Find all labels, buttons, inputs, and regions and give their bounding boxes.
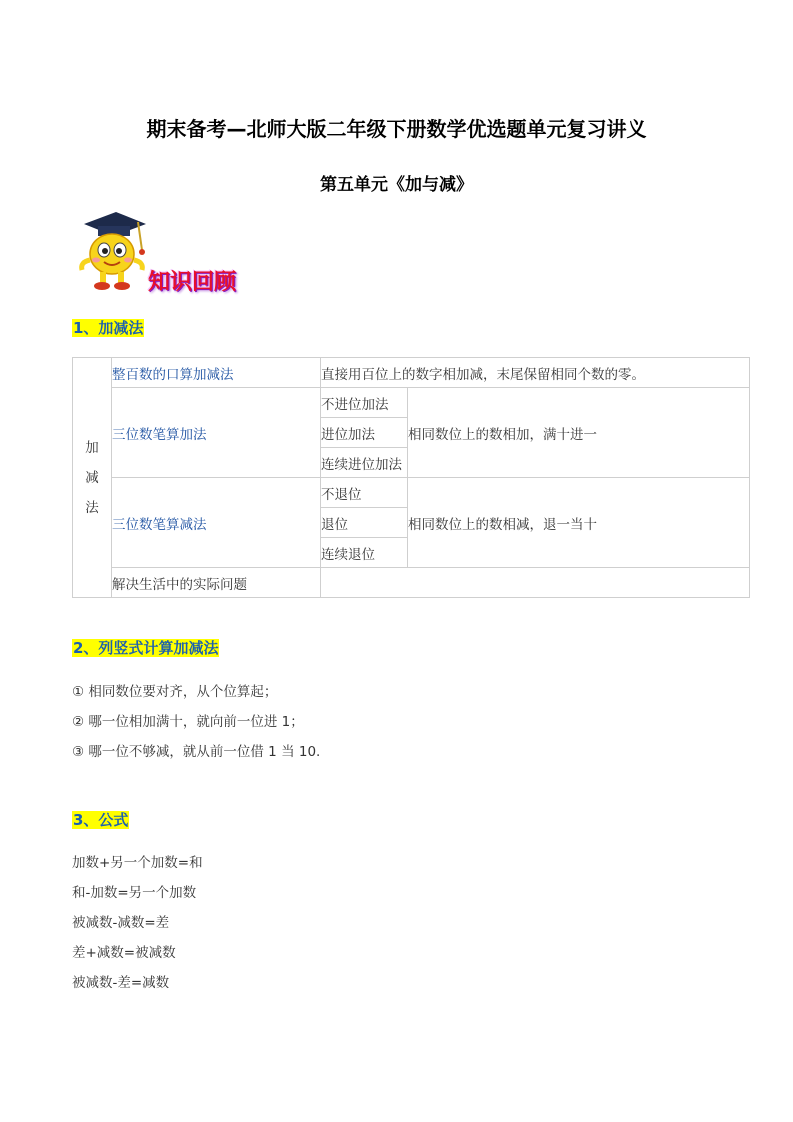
- section1-heading: 1、加减法: [73, 319, 144, 337]
- formula-item: 加数+另一个加数=和: [72, 855, 203, 871]
- table-row: [73, 478, 750, 508]
- sub-cell: 退位: [321, 508, 408, 538]
- knowledge-review-banner: 知识回顾: [148, 270, 237, 295]
- addition-subtraction-table: [72, 357, 750, 598]
- list-item: ③ 哪一位不够减，就从前一位借 1 当 10.: [72, 744, 321, 760]
- formula-item: 差+减数=被减数: [72, 945, 176, 961]
- section3-heading: 3、公式: [73, 811, 129, 829]
- unit-subtitle: 第五单元《加与减》: [320, 175, 473, 195]
- table-row: [73, 388, 750, 418]
- side-label: 加 减 法: [73, 358, 112, 598]
- desc-cell: 相同数位上的数相加，满十进一: [408, 388, 750, 478]
- table-row: [73, 358, 750, 388]
- topic-cell: 三位数笔算减法: [112, 478, 321, 568]
- list-item: ① 相同数位要对齐，从个位算起；: [72, 684, 278, 700]
- section2-heading: 2、列竖式计算加减法: [73, 639, 219, 657]
- desc-cell: [321, 568, 750, 598]
- sub-cell: 不退位: [321, 478, 408, 508]
- sub-cell: 不进位加法: [321, 388, 408, 418]
- page-title: 期末备考—北师大版二年级下册数学优选题单元复习讲义: [146, 117, 647, 141]
- list-item: ② 哪一位相加满十，就向前一位进 1；: [72, 714, 304, 730]
- formula-item: 被减数-减数=差: [72, 915, 170, 931]
- table-row: [73, 568, 750, 598]
- desc-cell: 直接用百位上的数字相加减，末尾保留相同个数的零。: [321, 358, 750, 388]
- topic-cell: 解决生活中的实际问题: [112, 568, 321, 598]
- topic-cell: 三位数笔算加法: [112, 388, 321, 478]
- topic-cell: 整百数的口算加减法: [112, 358, 321, 388]
- formula-item: 和-加数=另一个加数: [72, 885, 197, 901]
- formula-item: 被减数-差=减数: [72, 975, 170, 991]
- sub-cell: 连续进位加法: [321, 448, 408, 478]
- graduate-mascot-icon: [76, 210, 148, 292]
- sub-cell: 进位加法: [321, 418, 408, 448]
- desc-cell: 相同数位上的数相减，退一当十: [408, 478, 750, 568]
- sub-cell: 连续退位: [321, 538, 408, 568]
